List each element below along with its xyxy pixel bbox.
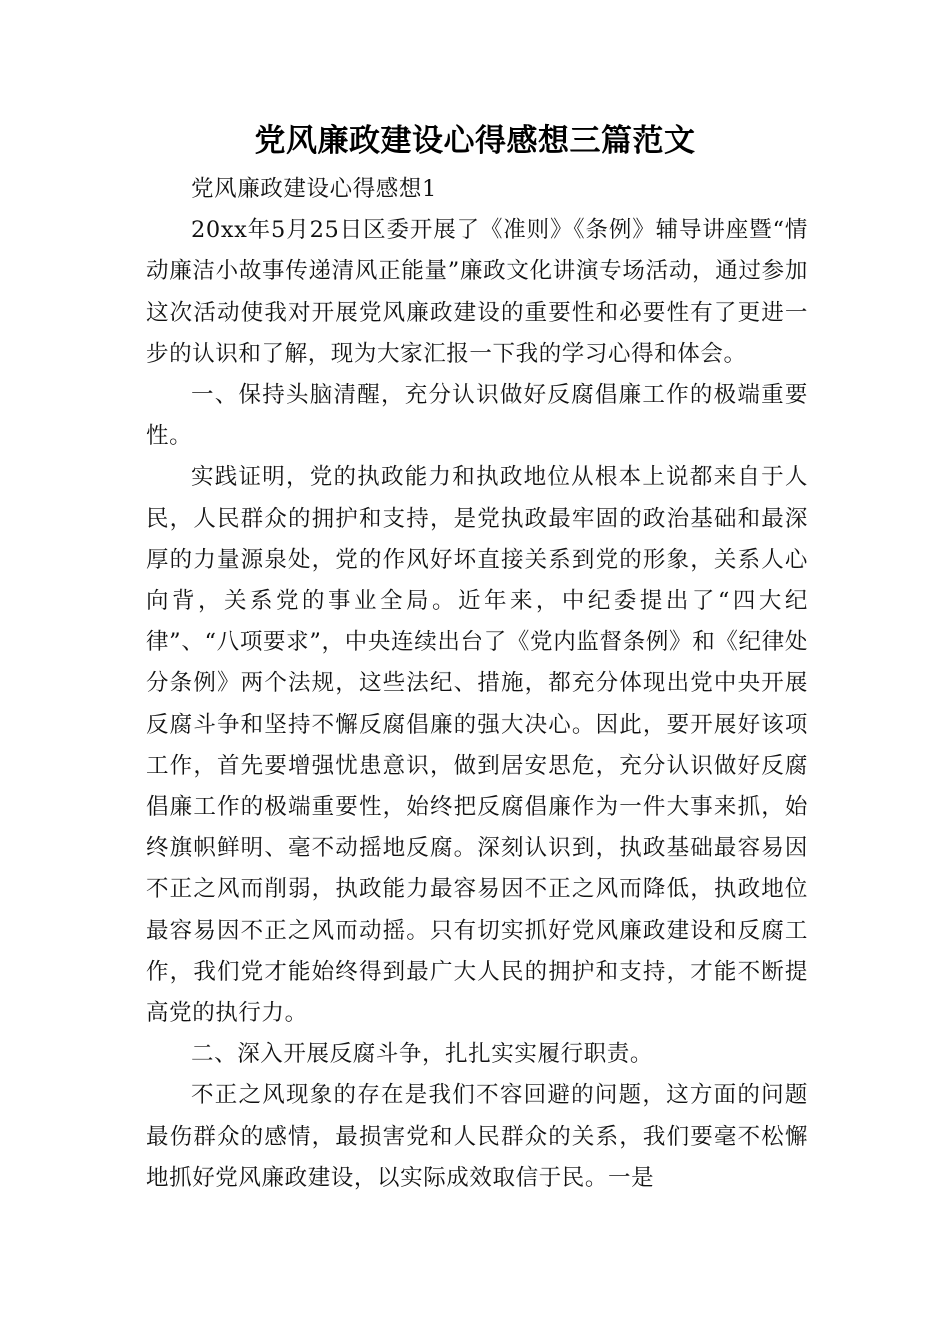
subtitle-paragraph: 党风廉政建设心得感想1 <box>191 176 437 202</box>
document-title: 党风廉政建设心得感想三篇范文 <box>254 123 696 159</box>
body-paragraph: 20xx年5月25日区委开展了《准则》《条例》辅导讲座暨“情动廉洁小故事传递清风正能量”廉政文化讲演专场活动，通过参加这次活动使我对开展党风廉政建设的重要性和必要性有了更进一步的认识和了解，现为大家汇报一下我的学习心得和体会。 <box>146 217 808 367</box>
section-heading: 二、深入开展反腐斗争，扎扎实实履行职责。 <box>191 1041 654 1068</box>
document-body <box>146 169 808 1199</box>
section-heading: 一、保持头脑清醒，充分认识做好反腐倡廉工作的极端重要性。 <box>146 382 808 450</box>
body-paragraph: 实践证明，党的执政能力和执政地位从根本上说都来自于人民，人民群众的拥护和支持，是党执政最牢固的政治基础和最深厚的力量源泉处，党的作风好坏直接关系到党的形象，关系人心向背，关系党的事业全局。近年来，中纪委提出了“四大纪律”、“八项要求”，中央连续出台了《党内监督条例》和《纪律处分条例》两个法规，这些法纪、措施，都充分体现出党中央开展反腐斗争和坚持不懈反腐倡廉的强大决心。因此，要开展好该项工作，首先要增强忧患意识，做到居安思危，充分认识做好反腐倡廉工作的极端重要性，始终把反腐倡廉作为一件大事来抓，始终旗帜鲜明、毫不动摇地反腐。深刻认识到，执政基础最容易因不正之风而削弱，执政能力最容易因不正之风而降低，执政地位最容易因不正之风而动摇。只有切实抓好党风廉政建设和反腐工作，我们党才能始终得到最广大人民的拥护和支持，才能不断提高党的执行力。 <box>146 464 808 1027</box>
body-paragraph: 不正之风现象的存在是我们不容回避的问题，这方面的问题最伤群众的感情，最损害党和人民群众的关系，我们要毫不松懈地抓好党风廉政建设，以实际成效取信于民。一是 <box>146 1082 808 1191</box>
